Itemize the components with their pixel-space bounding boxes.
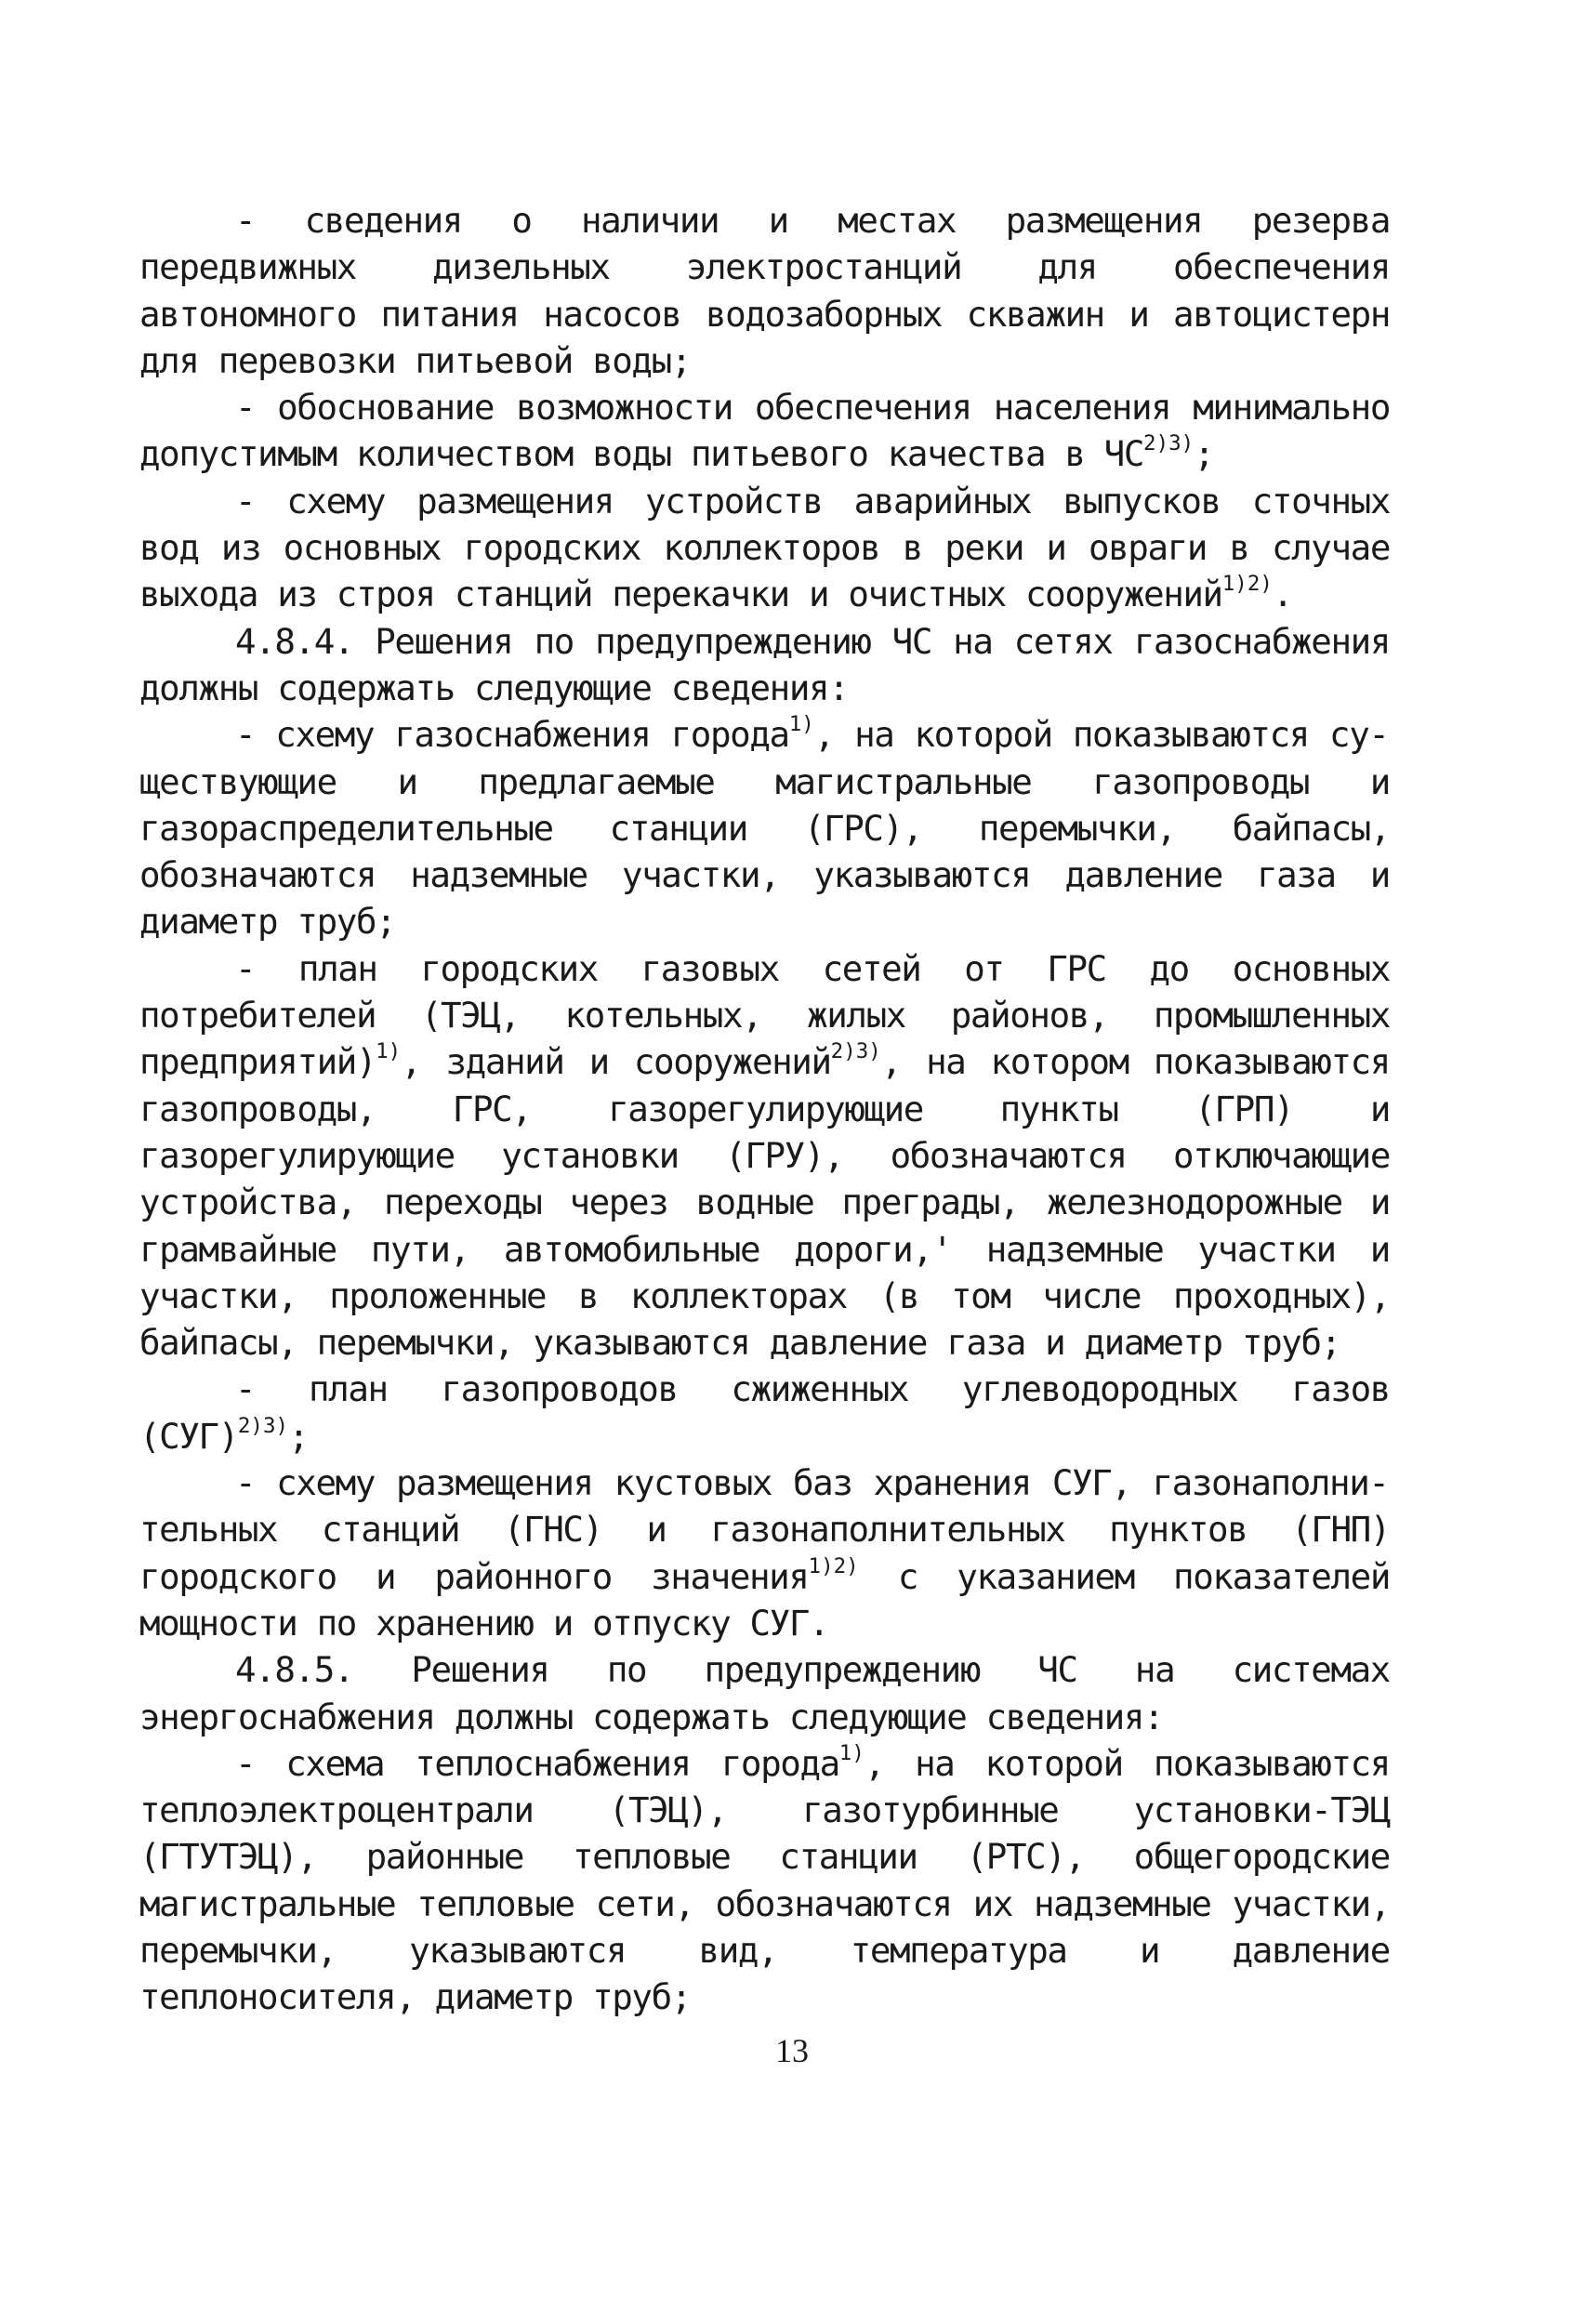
paragraph-text: - схему размещения кустовых баз хранения СУГ, газонаполнительных станций (ГНС) и газонаполнительных пунктов (ГНП) городского и районного значения	[139, 1462, 1390, 1597]
footnote-ref: 1)2)	[1221, 572, 1273, 597]
footnote-ref: 1)	[788, 712, 814, 737]
footnote-ref: 1)	[838, 1740, 865, 1765]
footnote-ref: 1)2)	[808, 1553, 859, 1578]
paragraph-text: , зданий и сооружений	[401, 1041, 831, 1083]
paragraph-text: 4.8.5. Решения по предупреждению ЧС на системах энергоснабжения должны содержать следующие сведения:	[139, 1649, 1390, 1737]
paragraph-text: .	[1272, 574, 1293, 615]
footnote-ref: 2)3)	[1143, 431, 1195, 456]
paragraph	[139, 1646, 1390, 1740]
paragraph-text: - схему газоснабжения города	[235, 714, 789, 756]
paragraph-text: 4.8.4. Решения по предупреждению ЧС на сетях газоснабжения должны содержать следующие сведения:	[139, 620, 1390, 708]
footnote-ref: 2)3)	[830, 1039, 881, 1064]
paragraph-text: , на которой показываются существующие и предлагаемые магистральные газопроводы и газораспределительные станции (ГРС), перемычки, байпасы, обозначаются надземные участки, указываются давление газа и диаметр труб;	[139, 714, 1390, 943]
paragraph	[139, 618, 1390, 712]
paragraph	[139, 197, 1390, 384]
footnote-ref: 1)	[376, 1039, 402, 1064]
paragraph-text: , на которой показываются теплоэлектроцентрали (ТЭЦ), газотурбинные установки-ТЭЦ (ГТУТЭЦ), районные тепловые станции (РТС), общегородские магистральные тепловые сети, обозначаются их надземные участки, перемычки, указываются вид, температура и давление теплоносителя, диаметр труб;	[139, 1742, 1390, 2018]
paragraph	[139, 384, 1390, 478]
paragraph	[139, 1740, 1390, 2021]
paragraph	[139, 1459, 1390, 1646]
paragraph-text: - схема теплоснабжения города	[235, 1742, 839, 1784]
paragraph-text: ;	[288, 1415, 309, 1457]
paragraph	[139, 1366, 1390, 1459]
paragraph	[139, 945, 1390, 1367]
footnote-ref: 2)3)	[237, 1413, 289, 1438]
paragraph-text: - обоснование возможности обеспечения населения минимально допустимым количеством воды питьевого качества в ЧС	[139, 387, 1390, 475]
paragraph-text: - схему размещения устройств аварийных выпусков сточных вод из основных городских коллекторов в реки и овраги в случае выхода из строя станций перекачки и очистных сооружений	[139, 480, 1390, 615]
body-text	[139, 197, 1390, 2021]
paragraph	[139, 711, 1390, 944]
page-number: 13	[775, 2032, 809, 2069]
paragraph-text: - план городских газовых сетей от ГРС до основных потребителей (ТЭЦ, котельных, жилых районов, промышленных предприятий)	[139, 947, 1390, 1083]
paragraph-text: - план газопроводов сжиженных углеводородных газов (СУГ)	[139, 1368, 1390, 1457]
paragraph-text: ;	[1194, 433, 1214, 475]
paragraph	[139, 478, 1390, 618]
paragraph-text: - сведения о наличии и местах размещения резерва передвижных дизельных электростанций для обеспечения автономного питания насосов водозаборных скважин и автоцистерн для перевозки питьевой воды;	[139, 200, 1390, 381]
paragraph-text: , на котором показываются газопроводы, ГРС, газорегулирующие пункты (ГРП) и газорегулирующие установки (ГРУ), обозначаются отключающие устройства, переходы через водные преграды, железнодорожные и грамвайные пути, автомобильные дороги,' надземные участки и участки, проложенные в коллекторах (в том числе проходных), байпасы, перемычки, указываются давление газа и диаметр труб;	[139, 1041, 1390, 1364]
paragraph-text: с указанием показателей мощности по хранению и отпуску СУГ.	[139, 1555, 1391, 1644]
